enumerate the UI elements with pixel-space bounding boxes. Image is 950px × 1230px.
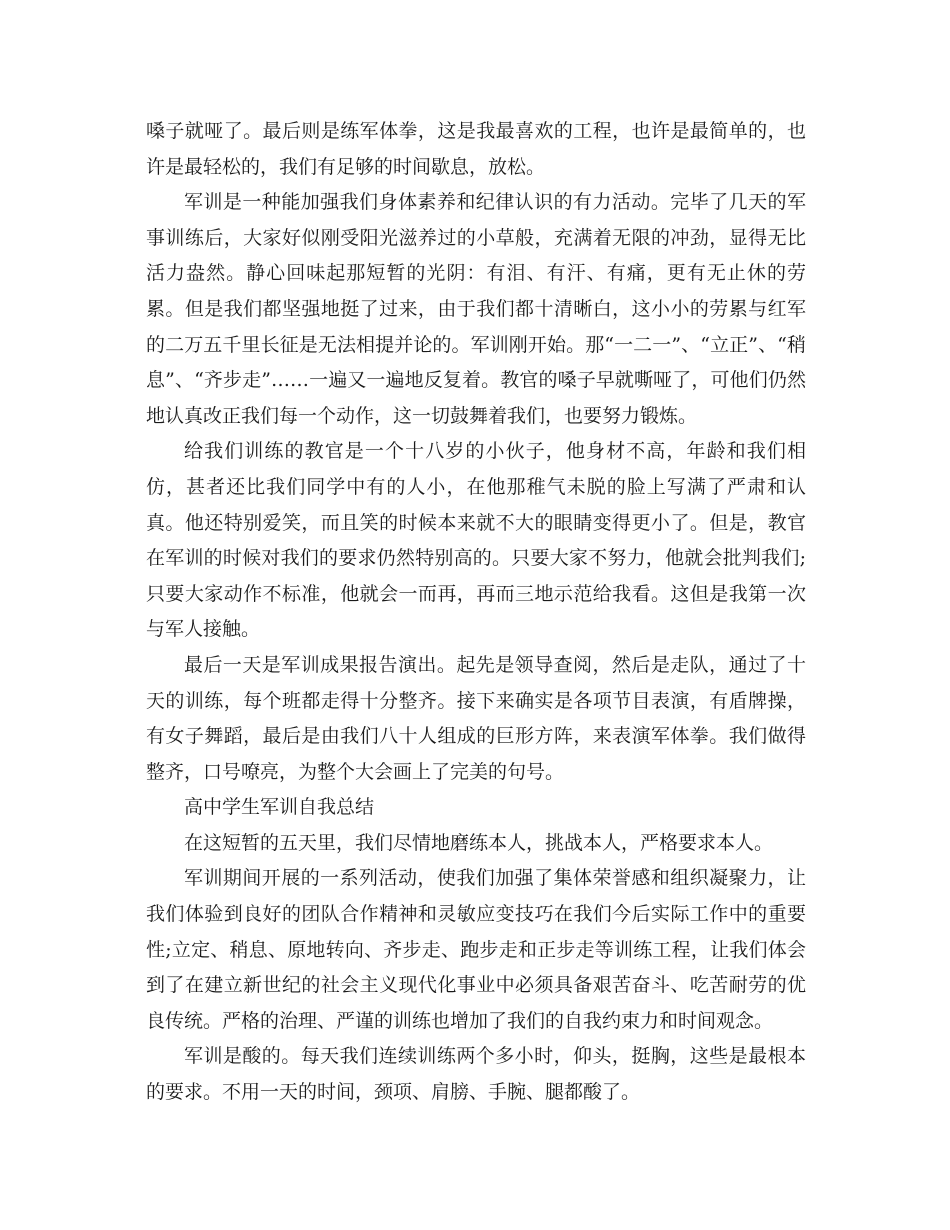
paragraph: 军训期间开展的一系列活动，使我们加强了集体荣誉感和组织凝聚力，让我们体验到良好的团队合作精神和灵敏应变技巧在我们今后实际工作中的重要性;立定、稍息、原地转向、齐步走、跑步走和正步走等训练工程，让我们体会到了在建立新世纪的社会主义现代化事业中必须具备艰苦奋斗、吃苦耐劳的优良传统。严格的治理、严谨的训练也增加了我们的自我约束力和时间观念。 [146, 867, 806, 1032]
paragraph: 嗓子就哑了。最后则是练军体拳，这是我最喜欢的工程，也许是最简单的，也许是最轻松的，我们有足够的时间歇息，放松。 [146, 120, 806, 178]
paragraph: 军训是一种能加强我们身体素养和纪律认识的有力活动。完毕了几天的军事训练后，大家好似刚受阳光滋养过的小草般，充满着无限的冲劲，显得无比活力盎然。静心回味起那短暂的光阴：有泪、有汗、有痛，更有无止休的劳累。但是我们都坚强地挺了过来，由于我们都十清晰白，这小小的劳累与红军的二万五千里长征是无法相提并论的。军训刚开始。那“一二一”、“立正”、“稍息”、“齐步走”……一遍又一遍地反复着。教官的嗓子早就嘶哑了，可他们仍然地认真改正我们每一个动作，这一切鼓舞着我们，也要努力锻炼。 [146, 191, 806, 427]
paragraph: 军训是酸的。每天我们连续训练两个多小时，仰头，挺胸，这些是最根本的要求。不用一天的时间，颈项、肩膀、手腕、腿都酸了。 [146, 1045, 806, 1104]
paragraph: 给我们训练的教官是一个十八岁的小伙子，他身材不高，年龄和我们相仿，甚者还比我们同学中有的人小，在他那稚气未脱的脸上写满了严肃和认真。他还特别爱笑，而且笑的时候本来就不大的眼睛变得更小了。但是，教官在军训的时候对我们的要求仍然特别高的。只要大家不努力，他就会批判我们;只要大家动作不标准，他就会一而再，再而三地示范给我看。这但是我第一次与军人接触。 [146, 440, 806, 641]
section-heading: 高中学生军训自我总结 [184, 796, 375, 819]
paragraph: 最后一天是军训成果报告演出。起先是领导查阅，然后是走队，通过了十天的训练，每个班都走得十分整齐。接下来确实是各项节目表演，有盾牌操，有女子舞蹈，最后是由我们八十人组成的巨形方阵，来表演军体拳。我们做得整齐，口号嘹亮，为整个大会画上了完美的句号。 [146, 653, 806, 783]
paragraph: 在这短暂的五天里，我们尽情地磨练本人，挑战本人，严格要求本人。 [184, 831, 774, 854]
document-body [146, 114, 806, 1111]
